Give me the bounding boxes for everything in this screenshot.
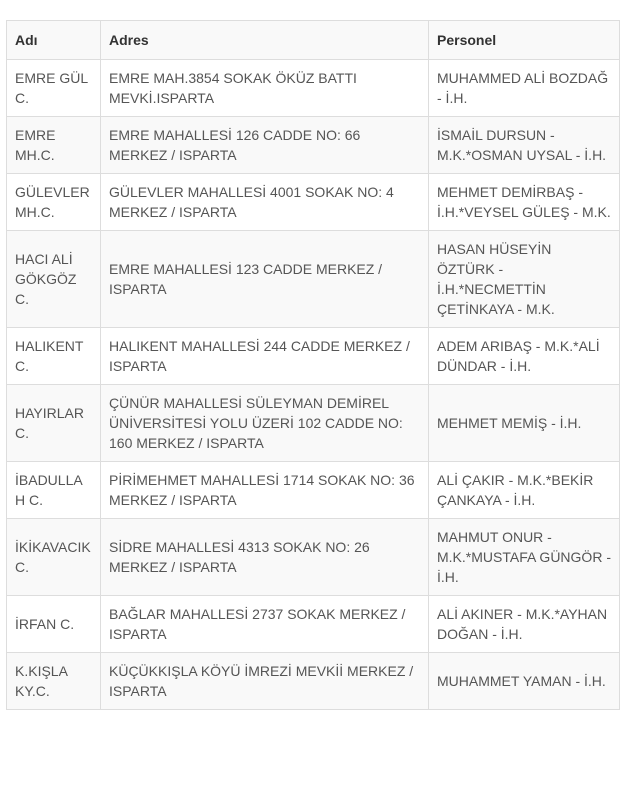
cell-personnel: MUHAMMET YAMAN - İ.H. bbox=[429, 653, 620, 710]
cell-personnel: İSMAİL DURSUN - M.K.*OSMAN UYSAL - İ.H. bbox=[429, 117, 620, 174]
cell-personnel: ADEM ARIBAŞ - M.K.*ALİ DÜNDAR - İ.H. bbox=[429, 328, 620, 385]
column-header-personnel: Personel bbox=[429, 21, 620, 60]
cell-name: GÜLEVLER MH.C. bbox=[7, 174, 101, 231]
cell-address: GÜLEVLER MAHALLESİ 4001 SOKAK NO: 4 MERKEZ / ISPARTA bbox=[101, 174, 429, 231]
cell-name: İKİKAVACIK C. bbox=[7, 519, 101, 596]
cell-name: K.KIŞLA KY.C. bbox=[7, 653, 101, 710]
cell-name: HAYIRLAR C. bbox=[7, 385, 101, 462]
cell-name: HALIKENT C. bbox=[7, 328, 101, 385]
cell-name: HACI ALİ GÖKGÖZ C. bbox=[7, 231, 101, 328]
table-row bbox=[7, 231, 620, 328]
cell-personnel: MEHMET MEMİŞ - İ.H. bbox=[429, 385, 620, 462]
table-row bbox=[7, 385, 620, 462]
table-body bbox=[7, 60, 620, 710]
cell-name: EMRE GÜL C. bbox=[7, 60, 101, 117]
cell-address: HALIKENT MAHALLESİ 244 CADDE MERKEZ / ISPARTA bbox=[101, 328, 429, 385]
table-row bbox=[7, 328, 620, 385]
cell-name: İRFAN C. bbox=[7, 596, 101, 653]
table-row bbox=[7, 596, 620, 653]
table-row bbox=[7, 174, 620, 231]
table-row bbox=[7, 462, 620, 519]
cell-personnel: MEHMET DEMİRBAŞ - İ.H.*VEYSEL GÜLEŞ - M.K. bbox=[429, 174, 620, 231]
cell-name: EMRE MH.C. bbox=[7, 117, 101, 174]
cell-name: İBADULLAH C. bbox=[7, 462, 101, 519]
cell-address: PİRİMEHMET MAHALLESİ 1714 SOKAK NO: 36 MERKEZ / ISPARTA bbox=[101, 462, 429, 519]
column-header-address: Adres bbox=[101, 21, 429, 60]
mosque-table-container bbox=[6, 20, 619, 710]
table-row bbox=[7, 60, 620, 117]
cell-address: KÜÇÜKKIŞLA KÖYÜ İMREZİ MEVKİİ MERKEZ / ISPARTA bbox=[101, 653, 429, 710]
cell-address: EMRE MAHALLESİ 126 CADDE NO: 66 MERKEZ / ISPARTA bbox=[101, 117, 429, 174]
cell-address: SİDRE MAHALLESİ 4313 SOKAK NO: 26 MERKEZ / ISPARTA bbox=[101, 519, 429, 596]
table-row bbox=[7, 519, 620, 596]
table-row bbox=[7, 653, 620, 710]
column-header-name: Adı bbox=[7, 21, 101, 60]
cell-personnel: ALİ AKINER - M.K.*AYHAN DOĞAN - İ.H. bbox=[429, 596, 620, 653]
table-row bbox=[7, 117, 620, 174]
cell-personnel: HASAN HÜSEYİN ÖZTÜRK - İ.H.*NECMETTİN ÇETİNKAYA - M.K. bbox=[429, 231, 620, 328]
cell-address: EMRE MAH.3854 SOKAK ÖKÜZ BATTI MEVKİ.ISPARTA bbox=[101, 60, 429, 117]
cell-personnel: ALİ ÇAKIR - M.K.*BEKİR ÇANKAYA - İ.H. bbox=[429, 462, 620, 519]
header-row bbox=[7, 21, 620, 60]
table-header bbox=[7, 21, 620, 60]
cell-address: EMRE MAHALLESİ 123 CADDE MERKEZ / ISPARTA bbox=[101, 231, 429, 328]
cell-address: ÇÜNÜR MAHALLESİ SÜLEYMAN DEMİREL ÜNİVERSİTESİ YOLU ÜZERİ 102 CADDE NO: 160 MERKEZ / ISPARTA bbox=[101, 385, 429, 462]
mosque-table bbox=[6, 20, 620, 710]
cell-personnel: MAHMUT ONUR - M.K.*MUSTAFA GÜNGÖR - İ.H. bbox=[429, 519, 620, 596]
cell-address: BAĞLAR MAHALLESİ 2737 SOKAK MERKEZ / ISPARTA bbox=[101, 596, 429, 653]
cell-personnel: MUHAMMED ALİ BOZDAĞ - İ.H. bbox=[429, 60, 620, 117]
